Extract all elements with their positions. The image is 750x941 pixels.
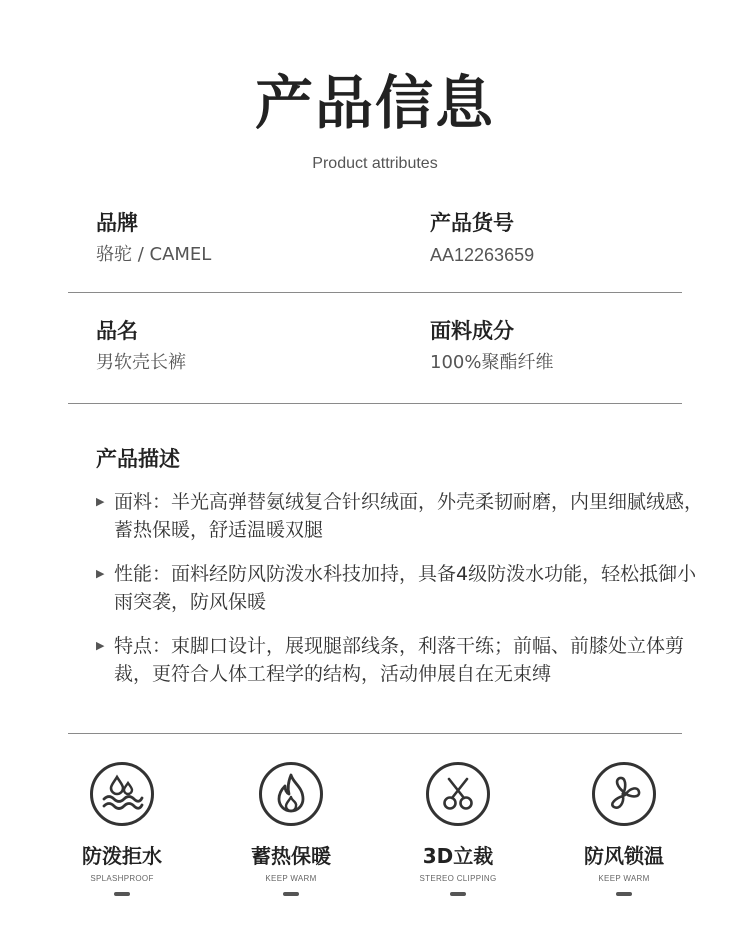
feature-icon-circle bbox=[592, 762, 656, 826]
feature-splashproof bbox=[47, 762, 197, 896]
flame-icon bbox=[273, 773, 309, 815]
brand-field bbox=[96, 213, 211, 264]
feature-windproof bbox=[549, 762, 699, 896]
divider-1 bbox=[68, 292, 682, 293]
triangle-right-icon: ▶ bbox=[96, 639, 105, 652]
feature-keep-warm bbox=[216, 762, 366, 896]
feature-subtitle: KEEP WARM bbox=[598, 874, 650, 883]
fabric-field bbox=[430, 321, 553, 372]
description-item bbox=[96, 488, 706, 544]
description-item-text: 面料：半光高弹替氨绒复合针织绒面，外壳柔韧耐磨，内里细腻绒感，蓄热保暖，舒适温暖双腿 bbox=[114, 491, 704, 541]
divider-2 bbox=[68, 403, 682, 404]
description-item-text: 性能：面料经防风防泼水科技加持，具备4级防泼水功能，轻松抵御小雨突袭，防风保暖 bbox=[114, 563, 697, 613]
triangle-right-icon: ▶ bbox=[96, 567, 105, 580]
feature-icon-circle bbox=[90, 762, 154, 826]
fabric-label: 面料成分 bbox=[430, 319, 514, 343]
page-title: 产品信息 bbox=[254, 69, 495, 137]
item-no-label: 产品货号 bbox=[430, 211, 514, 235]
fabric-value: 100%聚酯纤维 bbox=[430, 352, 554, 373]
feature-dash bbox=[616, 892, 632, 896]
feature-stereo-clipping bbox=[383, 762, 533, 896]
feature-icon-circle bbox=[259, 762, 323, 826]
product-name-label: 品名 bbox=[96, 319, 138, 343]
description-item-text: 特点：束脚口设计，展现腿部线条，利落干练；前幅、前膝处立体剪裁，更符合人体工程学的结构，活动伸展自在无束缚 bbox=[114, 635, 685, 685]
brand-label: 品牌 bbox=[96, 211, 138, 235]
feature-dash bbox=[114, 892, 130, 896]
feature-dash bbox=[283, 892, 299, 896]
product-name-field bbox=[96, 321, 186, 372]
feature-dash bbox=[450, 892, 466, 896]
water-drops-icon bbox=[100, 774, 144, 814]
description-item bbox=[96, 632, 706, 688]
fan-icon bbox=[604, 774, 644, 814]
brand-value: 骆驼 / CAMEL bbox=[96, 244, 212, 265]
feature-subtitle: SPLASHPROOF bbox=[90, 874, 154, 883]
feature-subtitle: KEEP WARM bbox=[265, 874, 317, 883]
page-subtitle: Product attributes bbox=[312, 155, 438, 172]
feature-name: 3D立裁 bbox=[422, 844, 494, 868]
feature-subtitle: STEREO CLIPPING bbox=[419, 874, 497, 883]
description-item bbox=[96, 560, 706, 616]
feature-name: 防风锁温 bbox=[584, 844, 664, 868]
item-no-value: AA12263659 bbox=[430, 245, 535, 265]
feature-icon-circle bbox=[426, 762, 490, 826]
feature-name: 蓄热保暖 bbox=[251, 844, 331, 868]
description-title: 产品描述 bbox=[96, 447, 180, 471]
divider-3 bbox=[68, 733, 682, 734]
scissors-icon bbox=[438, 774, 478, 814]
feature-name: 防泼拒水 bbox=[82, 844, 162, 868]
product-name-value: 男软壳长裤 bbox=[96, 352, 186, 373]
triangle-right-icon: ▶ bbox=[96, 495, 105, 508]
item-no-field bbox=[430, 213, 534, 264]
